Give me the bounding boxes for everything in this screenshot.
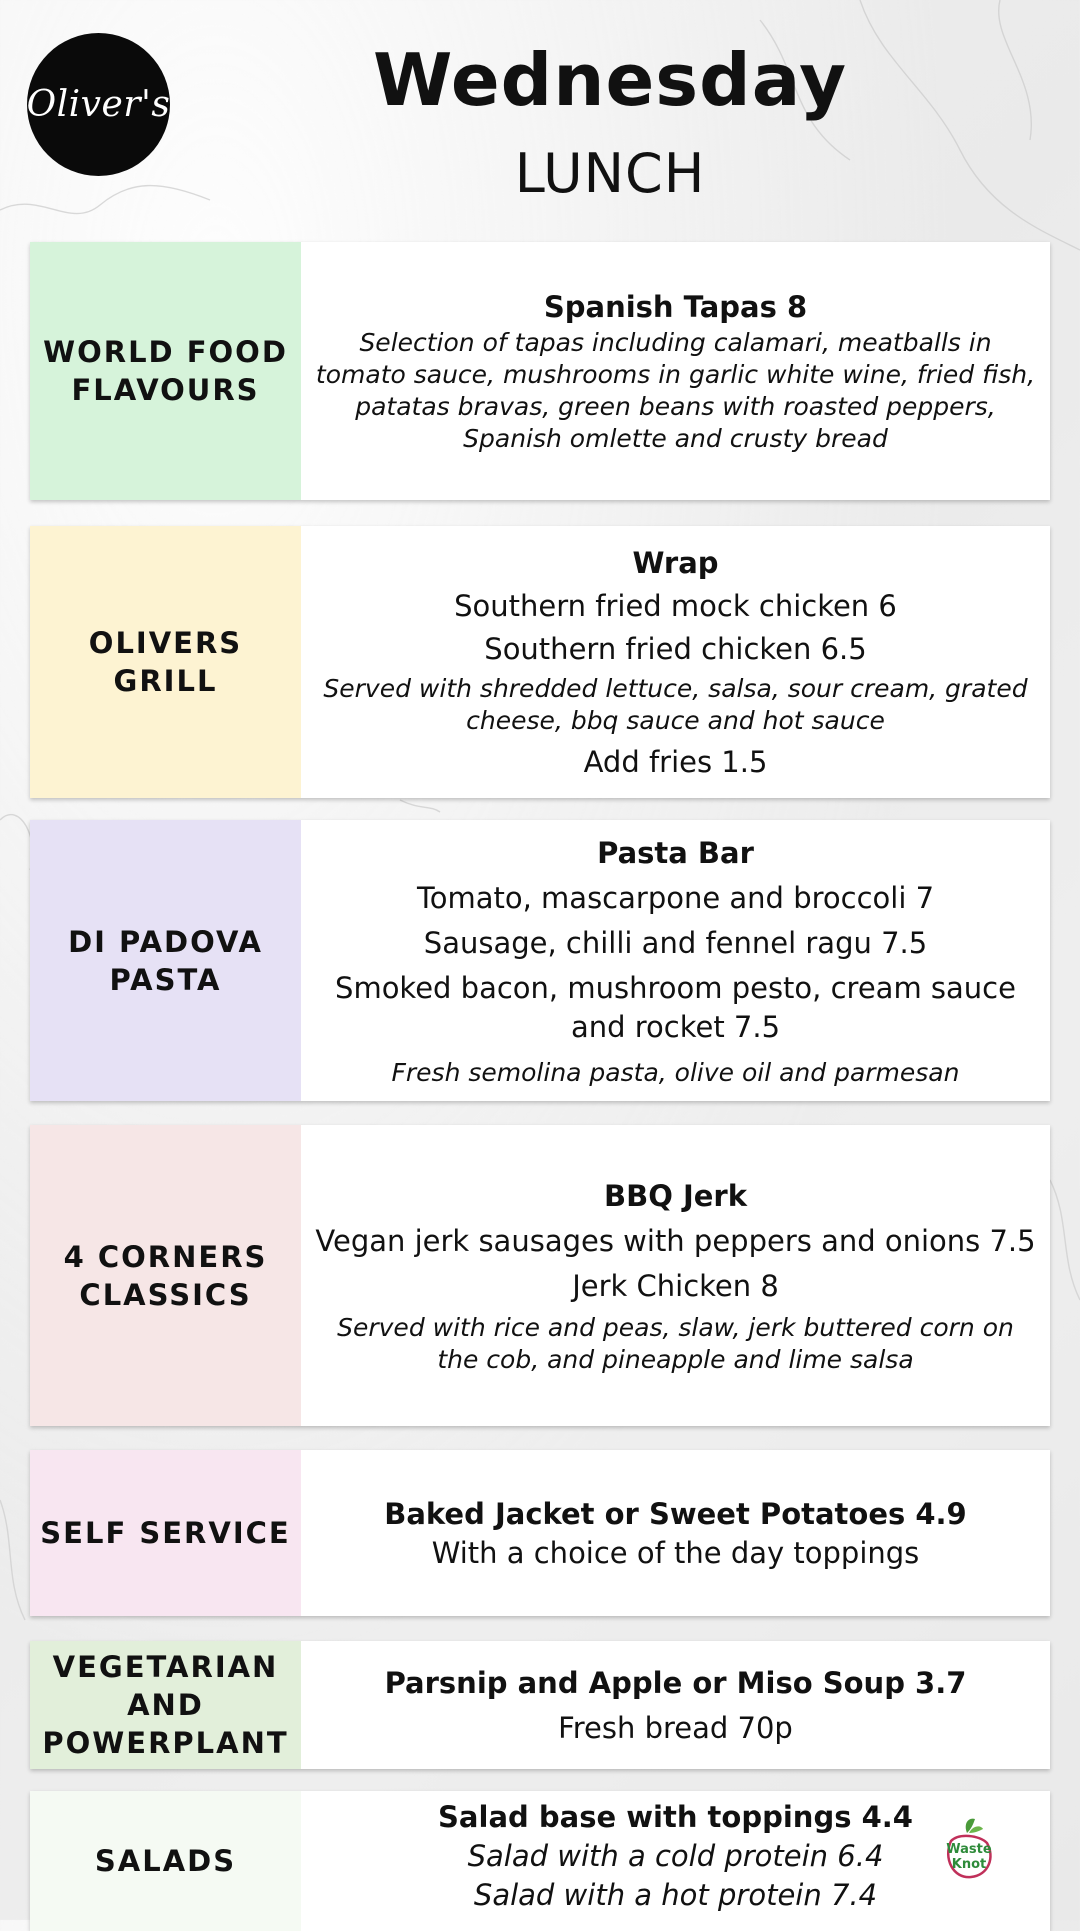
section-body [301,242,1050,500]
menu-section-world-food [30,242,1050,500]
section-body [301,526,1050,798]
dish-heading: Spanish Tapas 8 [543,290,808,324]
dish-description: Selection of tapas including calamari, meatballs in tomato sauce, mushrooms in garlic white wine, fried fish, patatas bravas, green beans with roasted peppers, Spanish omlette and crusty bread [315,328,1036,453]
menu-item: Smoked bacon, mushroom pesto, cream sauce and rocket 7.5 [335,970,1016,1044]
dish-heading: BBQ Jerk [603,1178,747,1213]
logo-text: Oliver's [26,84,171,125]
menu-item: Tomato, mascarpone and broccoli 7 [416,880,935,915]
menu-item: Salad with a hot protein 7.4 [473,1878,878,1912]
dish-heading: Pasta Bar [597,835,754,870]
meal-title: LUNCH [514,142,706,205]
menu-item: Salad with a cold protein 6.4 [467,1839,884,1873]
dish-description: Fresh semolina pasta, olive oil and parmesan [391,1057,960,1087]
dish-heading: Baked Jacket or Sweet Potatoes 4.9 [384,1496,967,1531]
menu-item: Sausage, chilli and fennel ragu 7.5 [423,925,928,960]
section-body [301,820,1050,1101]
dish-heading: Salad base with toppings 4.4 [438,1800,913,1834]
menu-section-4-corners-classics [30,1125,1050,1426]
menu-item: Southern fried chicken 6.5 [484,631,867,666]
category-label: WORLD FOOD FLAVOURS [30,242,301,500]
category-label: SALADS [30,1791,301,1931]
menu-section-olivers-grill [30,526,1050,798]
badge-text-waste: Waste [946,1842,992,1857]
dish-heading: Parsnip and Apple or Miso Soup 3.7 [384,1665,967,1700]
category-label: VEGETARIAN AND POWERPLANT [30,1641,301,1769]
section-body [301,1791,1050,1931]
menu-section-salads [30,1791,1050,1931]
menu-section-self-service [30,1450,1050,1616]
section-body [301,1450,1050,1616]
category-label: SELF SERVICE [30,1450,301,1616]
category-label: 4 CORNERS CLASSICS [30,1125,301,1426]
menu-item: Jerk Chicken 8 [572,1268,779,1303]
menu-section-di-padova-pasta [30,820,1050,1101]
waste-knot-logo [933,1813,1005,1885]
day-title: Wednesday [372,38,847,122]
dish-description: Served with shredded lettuce, salsa, sour cream, grated cheese, bbq sauce and hot sauce [323,673,1028,735]
menu-extra: Add fries 1.5 [583,744,768,779]
dish-description: Served with rice and peas, slaw, jerk buttered corn on the cob, and pineapple and lime salsa [337,1312,1014,1374]
category-label: DI PADOVA PASTA [30,820,301,1101]
menu-item: Southern fried mock chicken 6 [454,588,897,623]
dish-heading: Wrap [632,545,719,580]
menu-item: Vegan jerk sausages with peppers and onions 7.5 [315,1223,1036,1258]
badge-text-knot: Knot [951,1857,987,1872]
olivers-logo [27,33,170,176]
menu-section-vegetarian-powerplant [30,1641,1050,1769]
section-body [301,1641,1050,1769]
menu-item: With a choice of the day toppings [431,1535,920,1570]
section-body [301,1125,1050,1426]
category-label: OLIVERS GRILL [30,526,301,798]
menu-item: Fresh bread 70p [558,1710,793,1745]
